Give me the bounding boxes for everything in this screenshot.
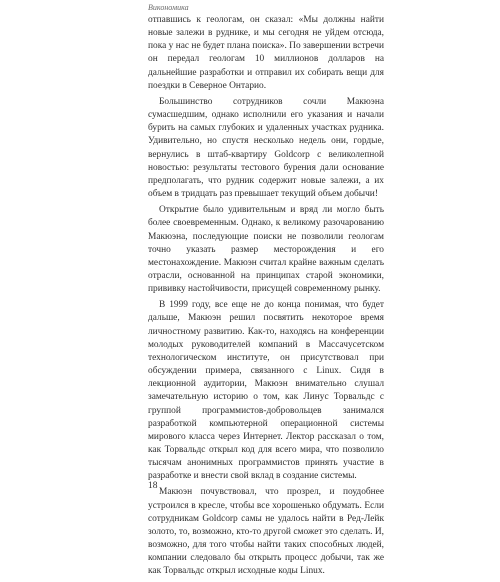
page-number: 18 [148, 481, 158, 491]
paragraph-5: Макюэн почувствовал, что прозрел, и поудобнее устроился в кресле, чтобы все хорошенько обдумать. Если сотрудникам Goldcorp самы не удалось найти в Ред-Лейк золото, то, возможно, кто-то другой сможет это сделать. И, возможно, для того чтобы найти таких способных людей, компании следовало бы открыть процесс добычи, так же как Торвальдс открыл исходные коды Linux. [148, 487, 384, 577]
page-body [148, 14, 384, 582]
paragraph-4: В 1999 году, все еще не до конца понимая, что будет дальше, Макюэн решил посвятить некоторое время личностному развитию. Как-то, находясь на конференции молодых руководителей компаний в Массачусетском технологическом институте, он присутствовал при обсуждении примера, связанного с Linux. Сидя в лекционной аудитории, Макюэн внимательно слушал замечательную историю о том, как Линус Торвальдс с группой программистов-добровольцев занимался разработкой компьютерной операционной системы мирового класса через Интернет. Лектор рассказал о том, как Торвальдс открыл код для всего мира, что позволило тысячам анонимных программистов принять участие в разработке и внести свой вклад в создание системы. [148, 300, 384, 482]
paragraph-1: отпавшись к геологам, он сказал: «Мы должны найти новые залежи в руднике, и мы сегодня не уйдем отсюда, пока у нас не будет плана поиска». По завершении встречи он передал геологам 10 миллионов долларов на дальнейшие разработки и отправил их собирать вещи для поездки в Северное Онтарио. [148, 15, 384, 91]
running-header: Викономика [148, 3, 189, 12]
paragraph-2: Большинство сотрудников сочли Макюэна сумасшедшим, однако исполнили его указания и начали бурить на самых глубоких и удаленных участках рудника. Удивительно, но спустя несколько недель они, гордые, вернулись в штаб-квартиру Goldcorp с великолепной новостью: результаты тестового бурения дали основание предполагать, что рудник содержит новые залежи, а их объем в тридцать раз превышает текущий объем добычи! [148, 96, 384, 200]
paragraph-3: Открытие было удивительным и вряд ли могло быть более своевременным. Однако, к великому разочарованию Макюэна, последующие поиски не позволили геологам точно указать размер месторождения и его местонахождение. Макюэн считал крайне важным сделать отрасли, основанной на принципах старой экономики, прививку настойчивости, присущей современному рынку. [148, 205, 384, 295]
